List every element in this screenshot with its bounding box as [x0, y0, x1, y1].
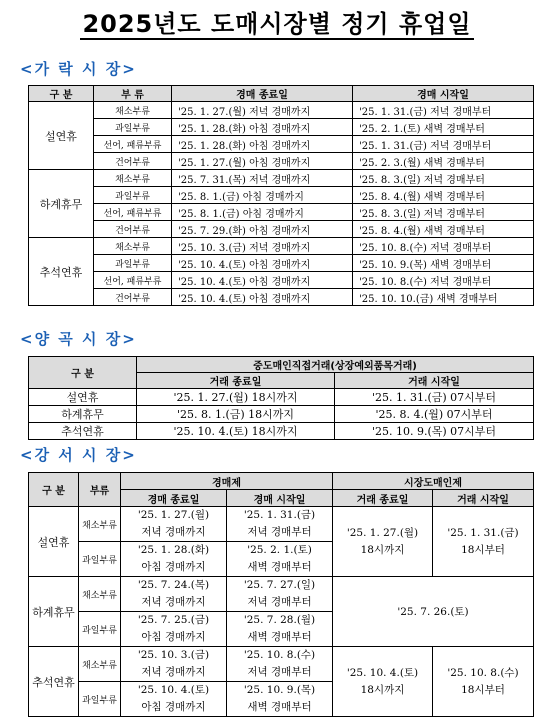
start-cell: '25. 8. 4.(월) 07시부터 [335, 406, 534, 423]
end-cell: '25. 10. 4.(토) 아침 경매까지 [172, 272, 353, 289]
end-cell: '25. 1. 28.(화) 아침 경매까지 [121, 542, 227, 577]
start-cell: '25. 10. 8.(수) 저녁 경매부터 [353, 238, 534, 255]
end-cell: '25. 10. 3.(금) 저녁 경매까지 [121, 647, 227, 682]
item-cell: 채소부류 [94, 238, 172, 255]
broker-end-cell: '25. 1. 27.(월) 18시까지 [333, 507, 433, 577]
start-cell: '25. 8. 4.(월) 새벽 경매부터 [353, 221, 534, 238]
end-cell: '25. 10. 4.(토) 아침 경매까지 [172, 255, 353, 272]
header-category: 구 분 [29, 473, 79, 507]
end-cell: '25. 10. 4.(토) 18시까지 [137, 423, 335, 440]
end-cell: '25. 7. 29.(화) 아침 경매까지 [172, 221, 353, 238]
item-cell: 과일부류 [94, 255, 172, 272]
table-row [29, 102, 534, 119]
start-cell: '25. 8. 3.(일) 저녁 경매부터 [353, 170, 534, 187]
header-category: 구 분 [29, 86, 94, 102]
start-cell: '25. 10. 9.(목) 07시부터 [335, 423, 534, 440]
item-cell: 채소부류 [94, 102, 172, 119]
header-auction-start: 경매 시작일 [227, 490, 333, 507]
start-cell: '25. 7. 27.(일) 저녁 경매부터 [227, 577, 333, 612]
table-row [29, 221, 534, 238]
end-cell: '25. 1. 27.(월) 아침 경매까지 [172, 153, 353, 170]
end-cell: '25. 7. 25.(금) 아침 경매까지 [121, 612, 227, 647]
end-cell: '25. 1. 27.(월) 저녁 경매까지 [121, 507, 227, 542]
yanggok-heading: <양 곡 시 장> [20, 330, 137, 348]
start-cell: '25. 7. 28.(월) 새벽 경매부터 [227, 612, 333, 647]
category-cell: 하계휴무 [29, 577, 79, 647]
category-cell: 추석연휴 [29, 238, 94, 306]
table-row [29, 187, 534, 204]
table-row [29, 647, 534, 682]
category-cell: 하계휴무 [29, 170, 94, 238]
start-cell: '25. 2. 3.(월) 새벽 경매부터 [353, 153, 534, 170]
table-row [29, 153, 534, 170]
table-row [29, 204, 534, 221]
end-cell: '25. 8. 1.(금) 아침 경매까지 [172, 187, 353, 204]
item-cell: 선어, 패류부류 [94, 136, 172, 153]
item-cell: 건어부류 [94, 153, 172, 170]
table-row [29, 272, 534, 289]
header-category: 구 분 [29, 357, 137, 389]
item-cell: 채소부류 [79, 507, 121, 542]
table-row [29, 577, 534, 612]
end-cell: '25. 10. 3.(금) 저녁 경매까지 [172, 238, 353, 255]
end-cell: '25. 8. 1.(금) 18시까지 [137, 406, 335, 423]
category-cell: 설연휴 [29, 389, 137, 406]
category-cell: 설연휴 [29, 507, 79, 577]
broker-start-cell: '25. 1. 31.(금) 18시부터 [433, 507, 534, 577]
table-row [29, 406, 534, 423]
end-cell: '25. 7. 31.(목) 저녁 경매까지 [172, 170, 353, 187]
gangseo-heading: <강 서 시 장> [20, 446, 137, 464]
table-row [29, 389, 534, 406]
item-cell: 과일부류 [94, 119, 172, 136]
broker-start-cell: '25. 10. 8.(수) 18시부터 [433, 647, 534, 717]
item-cell: 과일부류 [94, 187, 172, 204]
start-cell: '25. 1. 31.(금) 저녁 경매부터 [353, 136, 534, 153]
item-cell: 채소부류 [79, 647, 121, 682]
header-trade-start: 거래 시작일 [335, 373, 534, 389]
header-auction-end: 경매 종료일 [121, 490, 227, 507]
garak-heading: <가 락 시 장> [20, 60, 137, 78]
category-cell: 설연휴 [29, 102, 94, 170]
header-trade-start: 거래 시작일 [433, 490, 534, 507]
item-cell: 건어부류 [94, 221, 172, 238]
end-cell: '25. 1. 27.(월) 18시까지 [137, 389, 335, 406]
end-cell: '25. 1. 27.(월) 저녁 경매까지 [172, 102, 353, 119]
table-row [29, 238, 534, 255]
start-cell: '25. 10. 10.(금) 새벽 경매부터 [353, 289, 534, 306]
start-cell: '25. 10. 9.(목) 새벽 경매부터 [227, 682, 333, 717]
start-cell: '25. 1. 31.(금) 07시부터 [335, 389, 534, 406]
header-item: 부류 [79, 473, 121, 507]
broker-merged-cell: '25. 7. 26.(토) [333, 577, 534, 647]
end-cell: '25. 8. 1.(금) 아침 경매까지 [172, 204, 353, 221]
header-auction-end: 경매 종료일 [172, 86, 353, 102]
end-cell: '25. 10. 4.(토) 아침 경매까지 [121, 682, 227, 717]
end-cell: '25. 1. 28.(화) 아침 경매까지 [172, 136, 353, 153]
item-cell: 선어, 패류부류 [94, 272, 172, 289]
start-cell: '25. 2. 1.(토) 새벽 경매부터 [227, 542, 333, 577]
table-row [29, 255, 534, 272]
header-trade-end: 거래 종료일 [137, 373, 335, 389]
category-cell: 하계휴무 [29, 406, 137, 423]
start-cell: '25. 10. 9.(목) 새벽 경매부터 [353, 255, 534, 272]
item-cell: 선어, 패류부류 [94, 204, 172, 221]
start-cell: '25. 8. 4.(월) 새벽 경매부터 [353, 187, 534, 204]
start-cell: '25. 8. 3.(일) 저녁 경매부터 [353, 204, 534, 221]
table-row [29, 507, 534, 542]
table-row [29, 119, 534, 136]
item-cell: 과일부류 [79, 682, 121, 717]
table-row [29, 170, 534, 187]
item-cell: 채소부류 [79, 577, 121, 612]
start-cell: '25. 1. 31.(금) 저녁 경매부터 [227, 507, 333, 542]
start-cell: '25. 10. 8.(수) 저녁 경매부터 [227, 647, 333, 682]
table-row [29, 423, 534, 440]
broker-end-cell: '25. 10. 4.(토) 18시까지 [333, 647, 433, 717]
end-cell: '25. 10. 4.(토) 아침 경매까지 [172, 289, 353, 306]
start-cell: '25. 1. 31.(금) 저녁 경매부터 [353, 102, 534, 119]
end-cell: '25. 7. 24.(목) 저녁 경매까지 [121, 577, 227, 612]
item-cell: 건어부류 [94, 289, 172, 306]
start-cell: '25. 10. 8.(수) 저녁 경매부터 [353, 272, 534, 289]
header-trade-end: 거래 종료일 [333, 490, 433, 507]
table-row [29, 136, 534, 153]
header-auction-start: 경매 시작일 [353, 86, 534, 102]
header-item: 부 류 [94, 86, 172, 102]
gangseo-table [28, 472, 534, 717]
category-cell: 추석연휴 [29, 423, 137, 440]
start-cell: '25. 2. 1.(토) 새벽 경매부터 [353, 119, 534, 136]
header-broker-system: 시장도매인제 [333, 473, 534, 490]
category-cell: 추석연휴 [29, 647, 79, 717]
page-title: 2025년도 도매시장별 정기 휴업일 [82, 10, 472, 38]
header-auction-system: 경매제 [121, 473, 333, 490]
item-cell: 채소부류 [94, 170, 172, 187]
item-cell: 과일부류 [79, 612, 121, 647]
garak-table [28, 85, 534, 306]
header-direct-trade: 중도매인직접거래(상장예외품목거래) [137, 357, 534, 373]
item-cell: 과일부류 [79, 542, 121, 577]
end-cell: '25. 1. 28.(화) 아침 경매까지 [172, 119, 353, 136]
yanggok-table [28, 356, 534, 440]
table-row [29, 289, 534, 306]
